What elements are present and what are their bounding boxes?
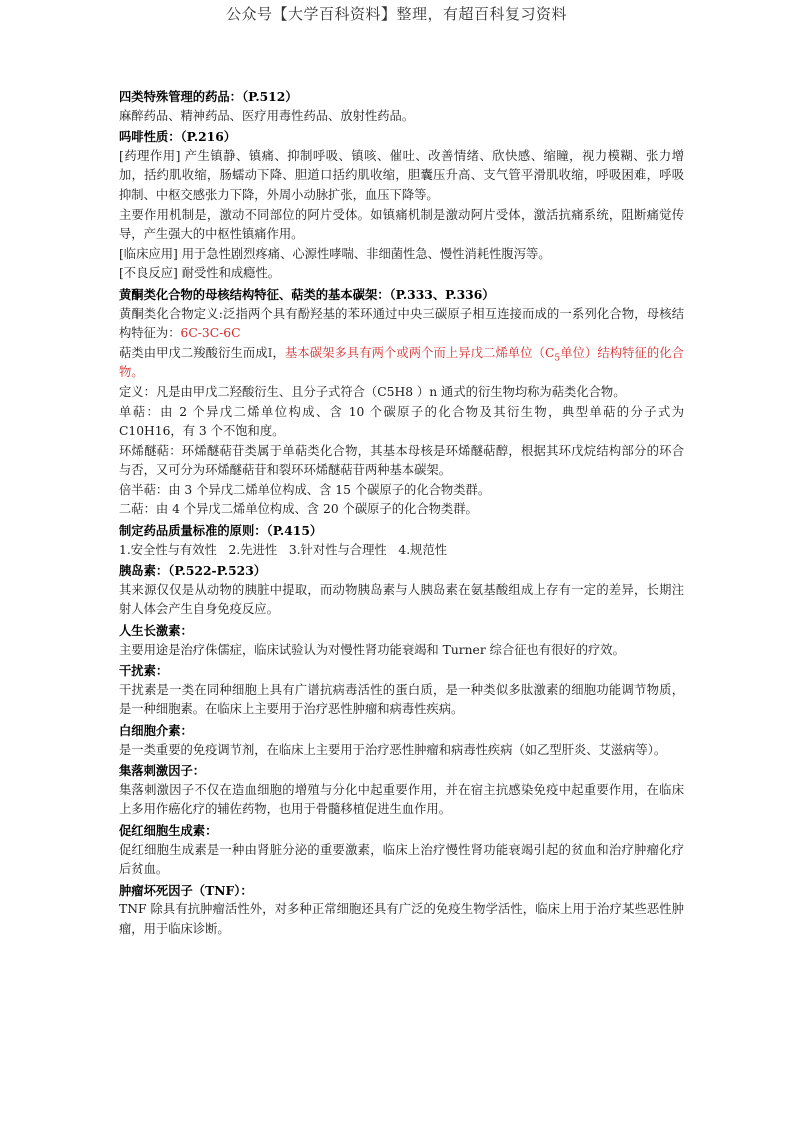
flavonoid-core-structure: 6C-3C-6C xyxy=(180,326,241,341)
section-heading-growth-hormone: 人生长激素： xyxy=(119,623,193,639)
paragraph xyxy=(119,305,684,344)
paragraph: 集落刺激因子不仅在造血细胞的增殖与分化中起重要作用，并在宿主抗感染免疫中起重要作用，在临床上多用作癌化疗的辅佐药物，也用于骨髓移植促进生血作用。 xyxy=(119,782,684,817)
paragraph: 二萜：由 4 个异戊二烯单位构成、含 20 个碳原子的化合物类群。 xyxy=(119,502,478,517)
document-body xyxy=(119,86,684,940)
paragraph: [不良反应] 耐受性和成瘾性。 xyxy=(119,266,281,281)
terpene-origin: 萜类由甲戊二羧酸衍生而成 xyxy=(119,345,268,360)
section-heading-insulin: 胰岛素：（P.522-P.523） xyxy=(119,563,267,579)
section-heading-epo: 促红细胞生成素： xyxy=(119,822,218,838)
paragraph: 促红细胞生成素是一种由肾脏分泌的重要激素，临床上治疗慢性肾功能衰竭引起的贫血和治疗肿瘤化疗后贫血。 xyxy=(119,842,684,877)
paragraph: 主要用途是治疗侏儒症，临床试验认为对慢性肾功能衰竭和 Turner 综合征也有很好的疗效。 xyxy=(119,642,625,657)
section-heading-morphine: 吗啡性质：（P.216） xyxy=(119,129,237,145)
section-heading-interferon: 干扰素： xyxy=(119,663,169,679)
section-heading-quality-standards: 制定药品质量标准的原则：（P.415） xyxy=(119,523,323,539)
punctuation: ， xyxy=(272,345,285,360)
paragraph: 倍半萜：由 3 个异戊二烯单位构成、含 15 个碳原子的化合物类群。 xyxy=(119,482,491,497)
paragraph: 环烯醚萜：环烯醚萜苷类属于单萜类化合物，其基本母核是环烯醚萜醇，根据其环戊烷结构部分的环合与否，又可分为环烯醚萜苷和裂环环烯醚萜苷两种基本碳架。 xyxy=(119,443,684,478)
paragraph: 其来源仅仅是从动物的胰脏中提取，而动物胰岛素与人胰岛素在氨基酸组成上存有一定的差异，长期注射人体会产生自身免疫反应。 xyxy=(119,582,684,617)
paragraph: 单萜：由 2 个异戊二烯单位构成、含 10 个碳原子的化合物及其衍生物，典型单萜的分子式为 C10H16，有 3 个不饱和度。 xyxy=(119,404,684,439)
paragraph: 麻醉药品、精神药品、医疗用毒性药品、放射性药品。 xyxy=(119,108,415,123)
terpene-skeleton-a: 基本碳架多具有两个或两个而上异戊二烯单位（C xyxy=(284,345,555,360)
terpene-skeleton-subscript: 5 xyxy=(554,353,561,364)
paragraph: 主要作用机制是，激动不同部位的阿片受体。如镇痛机制是激动阿片受体，激活抗痛系统，阻断痛觉传导，产生强大的中枢性镇痛作用。 xyxy=(119,207,684,242)
paragraph: [临床应用] 用于急性剧烈疼痛、心源性哮喘、非细菌性急、慢性消耗性腹泻等。 xyxy=(119,246,551,261)
section-heading-flavonoids-terpenes: 黄酮类化合物的母核结构特征、萜类的基本碳架：（P.333、P.336） xyxy=(119,286,495,302)
paragraph: [药理作用] 产生镇静、镇痛、抑制呼吸、镇咳、催吐、改善情绪、欣快感、缩瞳，视力模糊、张力增加，括约肌收缩，肠蠕动下降、胆道口括约肌收缩，胆囊压升高、支气管平滑肌收缩，呼吸困难，呼吸抑制、中枢交感张力下降，外周小动脉扩张，血压下降等。 xyxy=(119,148,684,202)
terpene-skeleton-b: 单位）结构特征的化合物。 xyxy=(119,345,684,380)
text-cursor-icon: I xyxy=(267,345,273,360)
paragraph: 是一类重要的免疫调节剂，在临床上主要用于治疗恶性肿瘤和病毒性疾病（如乙型肝炎、艾滋病等）。 xyxy=(119,742,667,757)
section-heading-interleukin: 白细胞介素： xyxy=(119,723,193,738)
flavonoid-definition: 黄酮类化合物定义:泛指两个具有酚羟基的苯环通过中央三碳原子相互连接而成的一系列化合物，母核结构特征为： xyxy=(119,306,684,341)
paragraph xyxy=(119,344,684,383)
section-heading-special-drugs: 四类特殊管理的药品：（P.512） xyxy=(119,89,298,104)
paragraph: TNF 除具有抗肿瘤活性外，对多种正常细胞还具有广泛的免疫生物学活性，临床上用于治疗某些恶性肿瘤，用于临床诊断。 xyxy=(119,902,684,936)
paragraph: 1.安全性与有效性 2.先进性 3.针对性与合理性 4.规范性 xyxy=(119,542,448,557)
section-heading-csf: 集落刺激因子： xyxy=(119,763,206,779)
page-header: 公众号【大学百科资料】整理，有超百科复习资料 xyxy=(225,5,567,23)
paragraph: 定义：凡是由甲戊二羟酸衍生、且分子式符合（C5H8 ）n 通式的衍生物均称为萜类化合物。 xyxy=(119,384,626,399)
section-heading-tnf: 肿瘤坏死因子（TNF）： xyxy=(119,882,253,898)
paragraph: 干扰素是一类在同种细胞上具有广谱抗病毒活性的蛋白质，是一种类似多肽激素的细胞功能调节物质，是一种细胞素。在临床上主要用于治疗恶性肿瘤和病毒性疾病。 xyxy=(119,682,684,717)
